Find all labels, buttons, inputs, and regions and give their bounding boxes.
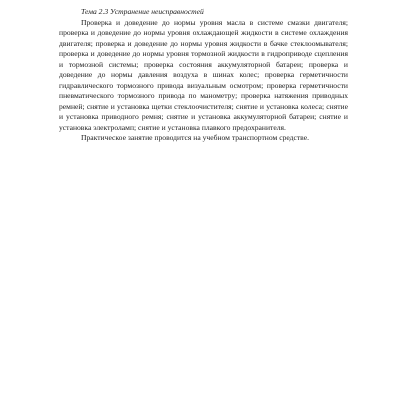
section-heading: Тема 2.3 Устранение неисправностей — [81, 7, 204, 16]
document-content — [59, 7, 348, 144]
body-paragraph-note: Практическое занятие проводится на учебном транспортном средстве. — [81, 133, 309, 142]
body-paragraph-tasks: Проверка и доведение до нормы уровня масла в системе смазки двигателя; проверка и доведение до нормы уровня охлаждающей жидкости в системе охлаждения двигателя; проверка и доведение до нормы уровня жидкости в бачке стеклоомывателя; проверка и доведение до нормы уровня тормозной жидкости в гидроприводе сцепления и тормозной системы; проверка состояния аккумуляторной батареи; проверка и доведение до нормы давления воздуха в шинах колес; проверка герметичности гидравлического тормозного привода визуальным осмотром; проверка герметичности пневматического тормозного привода по манометру; проверка натяжения приводных ремней; снятие и установка щетки стеклоочистителя; снятие и установка колеса; снятие и установка приводного ремня; снятие и установка аккумуляторной батареи; снятие и установка электроламп; снятие и установка плавкого предохранителя. — [59, 17, 348, 132]
